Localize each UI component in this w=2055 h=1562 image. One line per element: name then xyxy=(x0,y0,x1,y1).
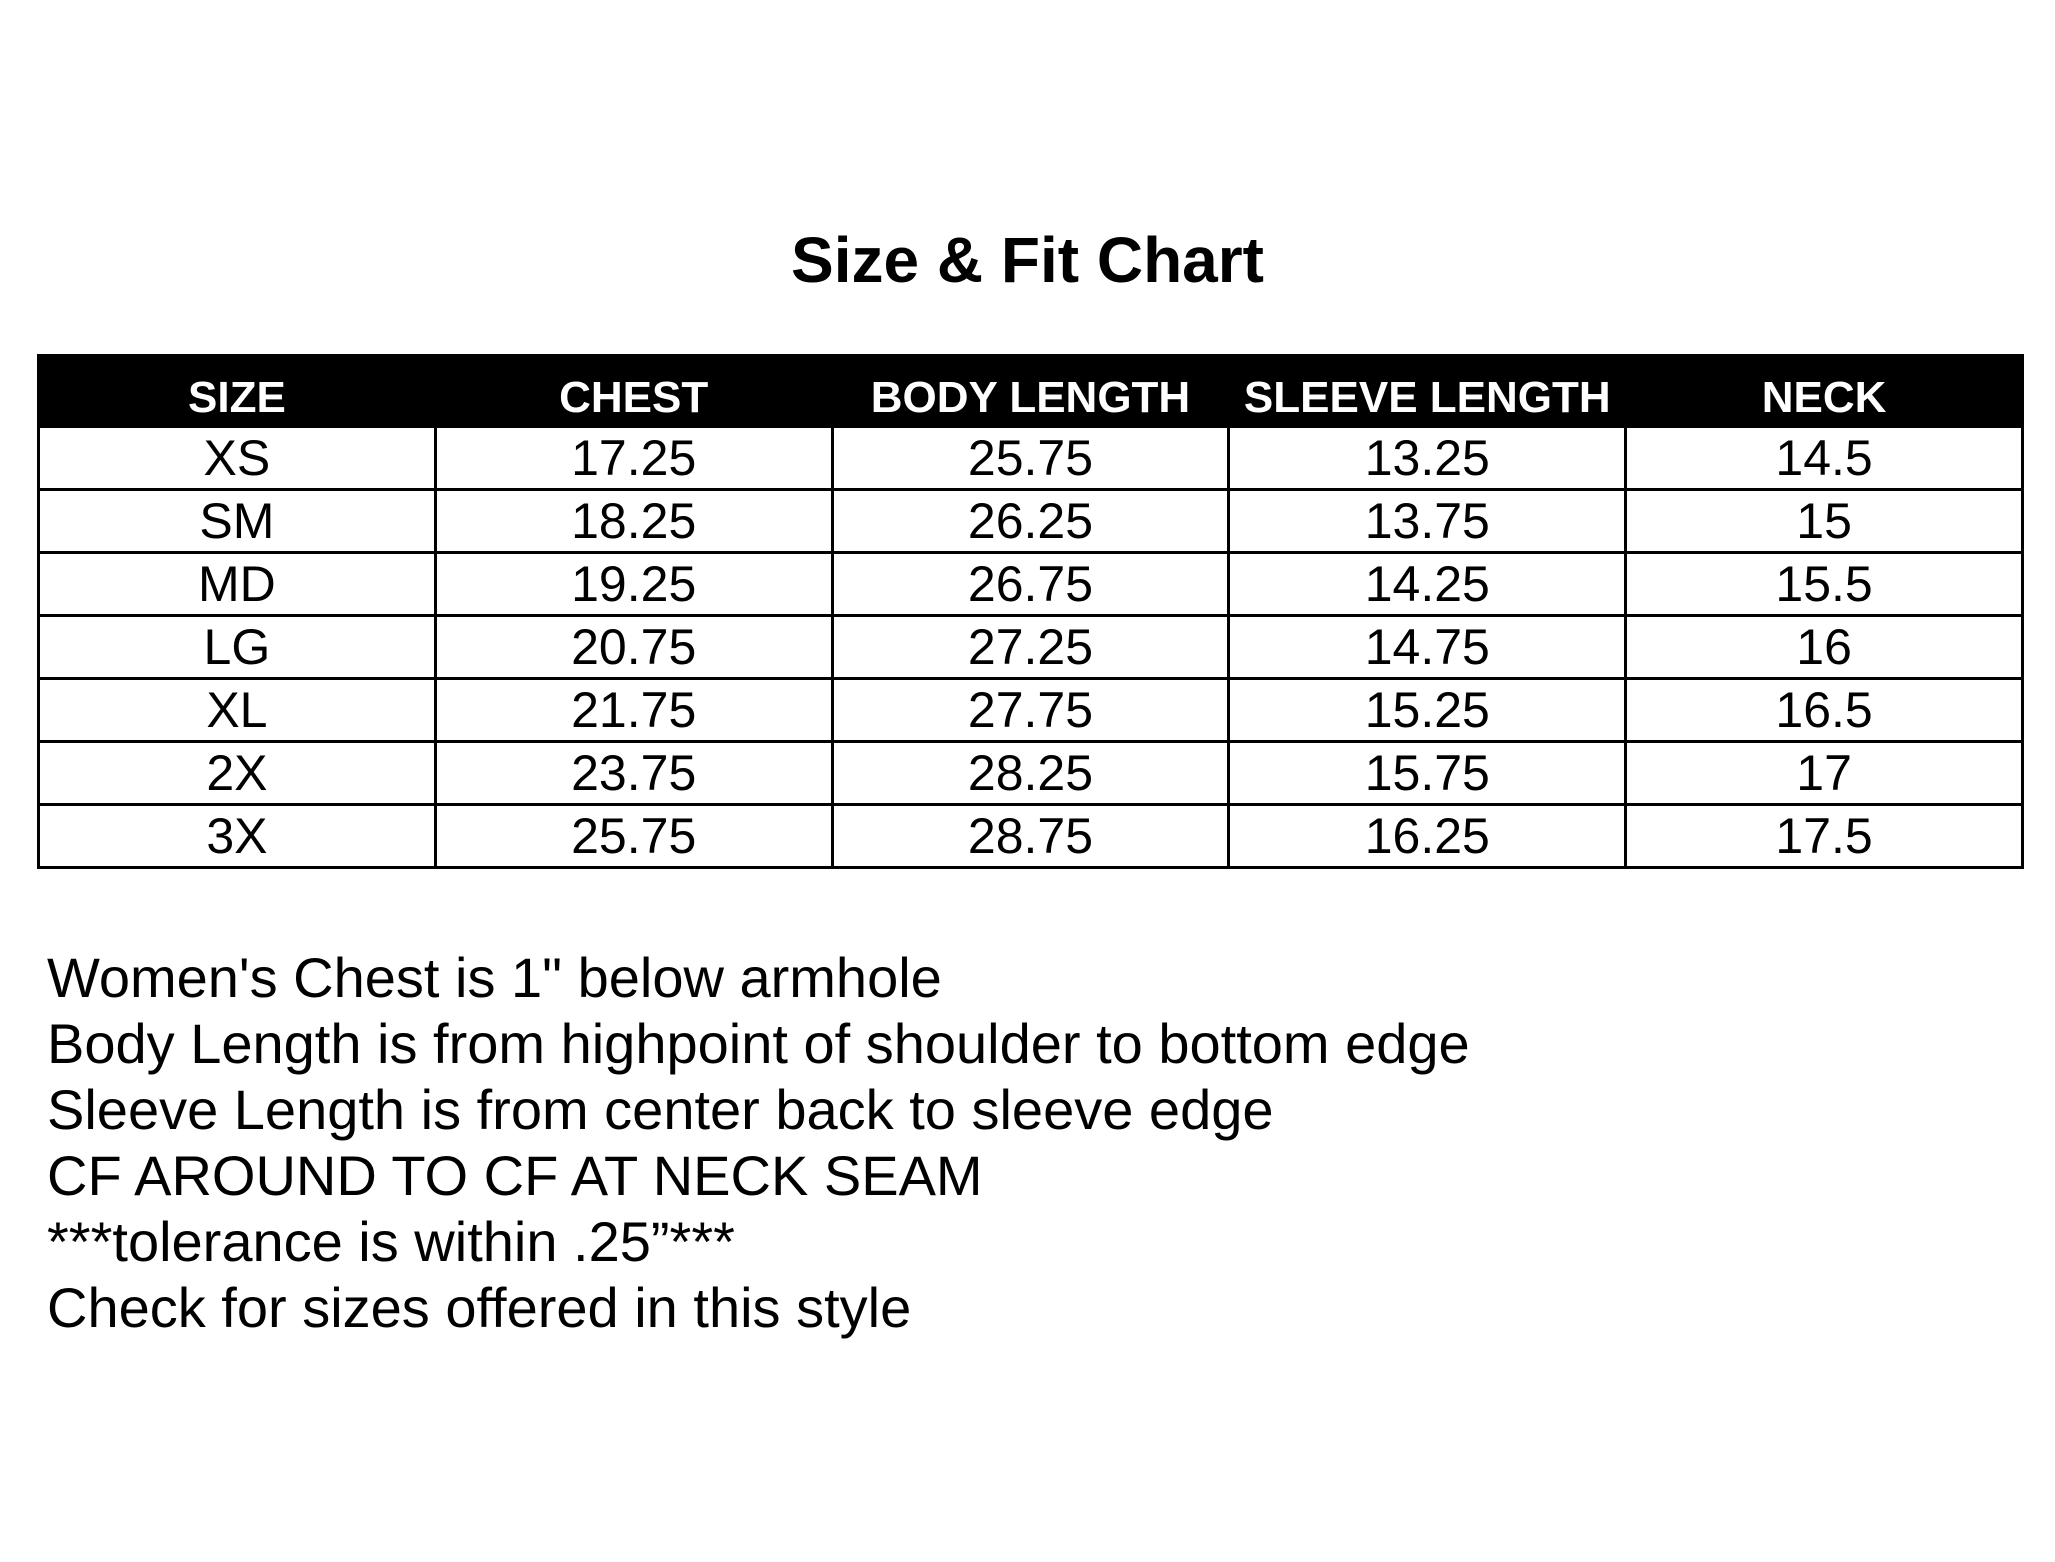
table-row xyxy=(39,805,2023,868)
cell-chest: 19.25 xyxy=(435,553,832,616)
column-header-chest: CHEST xyxy=(435,356,832,427)
note-neck: CF AROUND TO CF AT NECK SEAM xyxy=(47,1144,983,1207)
cell-body-length: 27.75 xyxy=(832,679,1229,742)
cell-neck: 15.5 xyxy=(1626,553,2023,616)
column-header-size: SIZE xyxy=(39,356,436,427)
cell-body-length: 28.75 xyxy=(832,805,1229,868)
cell-chest: 17.25 xyxy=(435,427,832,490)
table-header-row xyxy=(39,356,2023,427)
cell-body-length: 26.75 xyxy=(832,553,1229,616)
cell-neck: 14.5 xyxy=(1626,427,2023,490)
column-header-sleeve-length: SLEEVE LENGTH xyxy=(1229,356,1626,427)
cell-neck: 16 xyxy=(1626,616,2023,679)
cell-size: 2X xyxy=(39,742,436,805)
note-sleeve-length: Sleeve Length is from center back to sleeve edge xyxy=(47,1078,1274,1141)
cell-size: LG xyxy=(39,616,436,679)
cell-sleeve-length: 15.75 xyxy=(1229,742,1626,805)
cell-sleeve-length: 15.25 xyxy=(1229,679,1626,742)
page-title: Size & Fit Chart xyxy=(791,224,1264,296)
cell-chest: 21.75 xyxy=(435,679,832,742)
cell-size: MD xyxy=(39,553,436,616)
cell-sleeve-length: 13.25 xyxy=(1229,427,1626,490)
note-sizes-offered: Check for sizes offered in this style xyxy=(47,1276,912,1339)
cell-chest: 25.75 xyxy=(435,805,832,868)
cell-sleeve-length: 16.25 xyxy=(1229,805,1626,868)
cell-sleeve-length: 14.75 xyxy=(1229,616,1626,679)
cell-size: XL xyxy=(39,679,436,742)
cell-neck: 17 xyxy=(1626,742,2023,805)
table-row xyxy=(39,490,2023,553)
measurement-notes xyxy=(47,945,1947,1341)
note-tolerance: ***tolerance is within .25”*** xyxy=(47,1210,735,1273)
cell-sleeve-length: 13.75 xyxy=(1229,490,1626,553)
cell-chest: 23.75 xyxy=(435,742,832,805)
cell-body-length: 25.75 xyxy=(832,427,1229,490)
column-header-body-length: BODY LENGTH xyxy=(832,356,1229,427)
cell-neck: 17.5 xyxy=(1626,805,2023,868)
note-body-length: Body Length is from highpoint of shoulder to bottom edge xyxy=(47,1012,1470,1075)
size-chart-table xyxy=(37,354,2024,869)
table-row xyxy=(39,616,2023,679)
cell-size: SM xyxy=(39,490,436,553)
cell-body-length: 28.25 xyxy=(832,742,1229,805)
table-row xyxy=(39,553,2023,616)
cell-neck: 15 xyxy=(1626,490,2023,553)
note-chest: Women's Chest is 1" below armhole xyxy=(47,946,942,1009)
cell-sleeve-length: 14.25 xyxy=(1229,553,1626,616)
column-header-neck: NECK xyxy=(1626,356,2023,427)
table-row xyxy=(39,427,2023,490)
cell-neck: 16.5 xyxy=(1626,679,2023,742)
cell-size: XS xyxy=(39,427,436,490)
cell-body-length: 26.25 xyxy=(832,490,1229,553)
cell-size: 3X xyxy=(39,805,436,868)
cell-chest: 20.75 xyxy=(435,616,832,679)
table-row xyxy=(39,742,2023,805)
table-row xyxy=(39,679,2023,742)
cell-body-length: 27.25 xyxy=(832,616,1229,679)
cell-chest: 18.25 xyxy=(435,490,832,553)
